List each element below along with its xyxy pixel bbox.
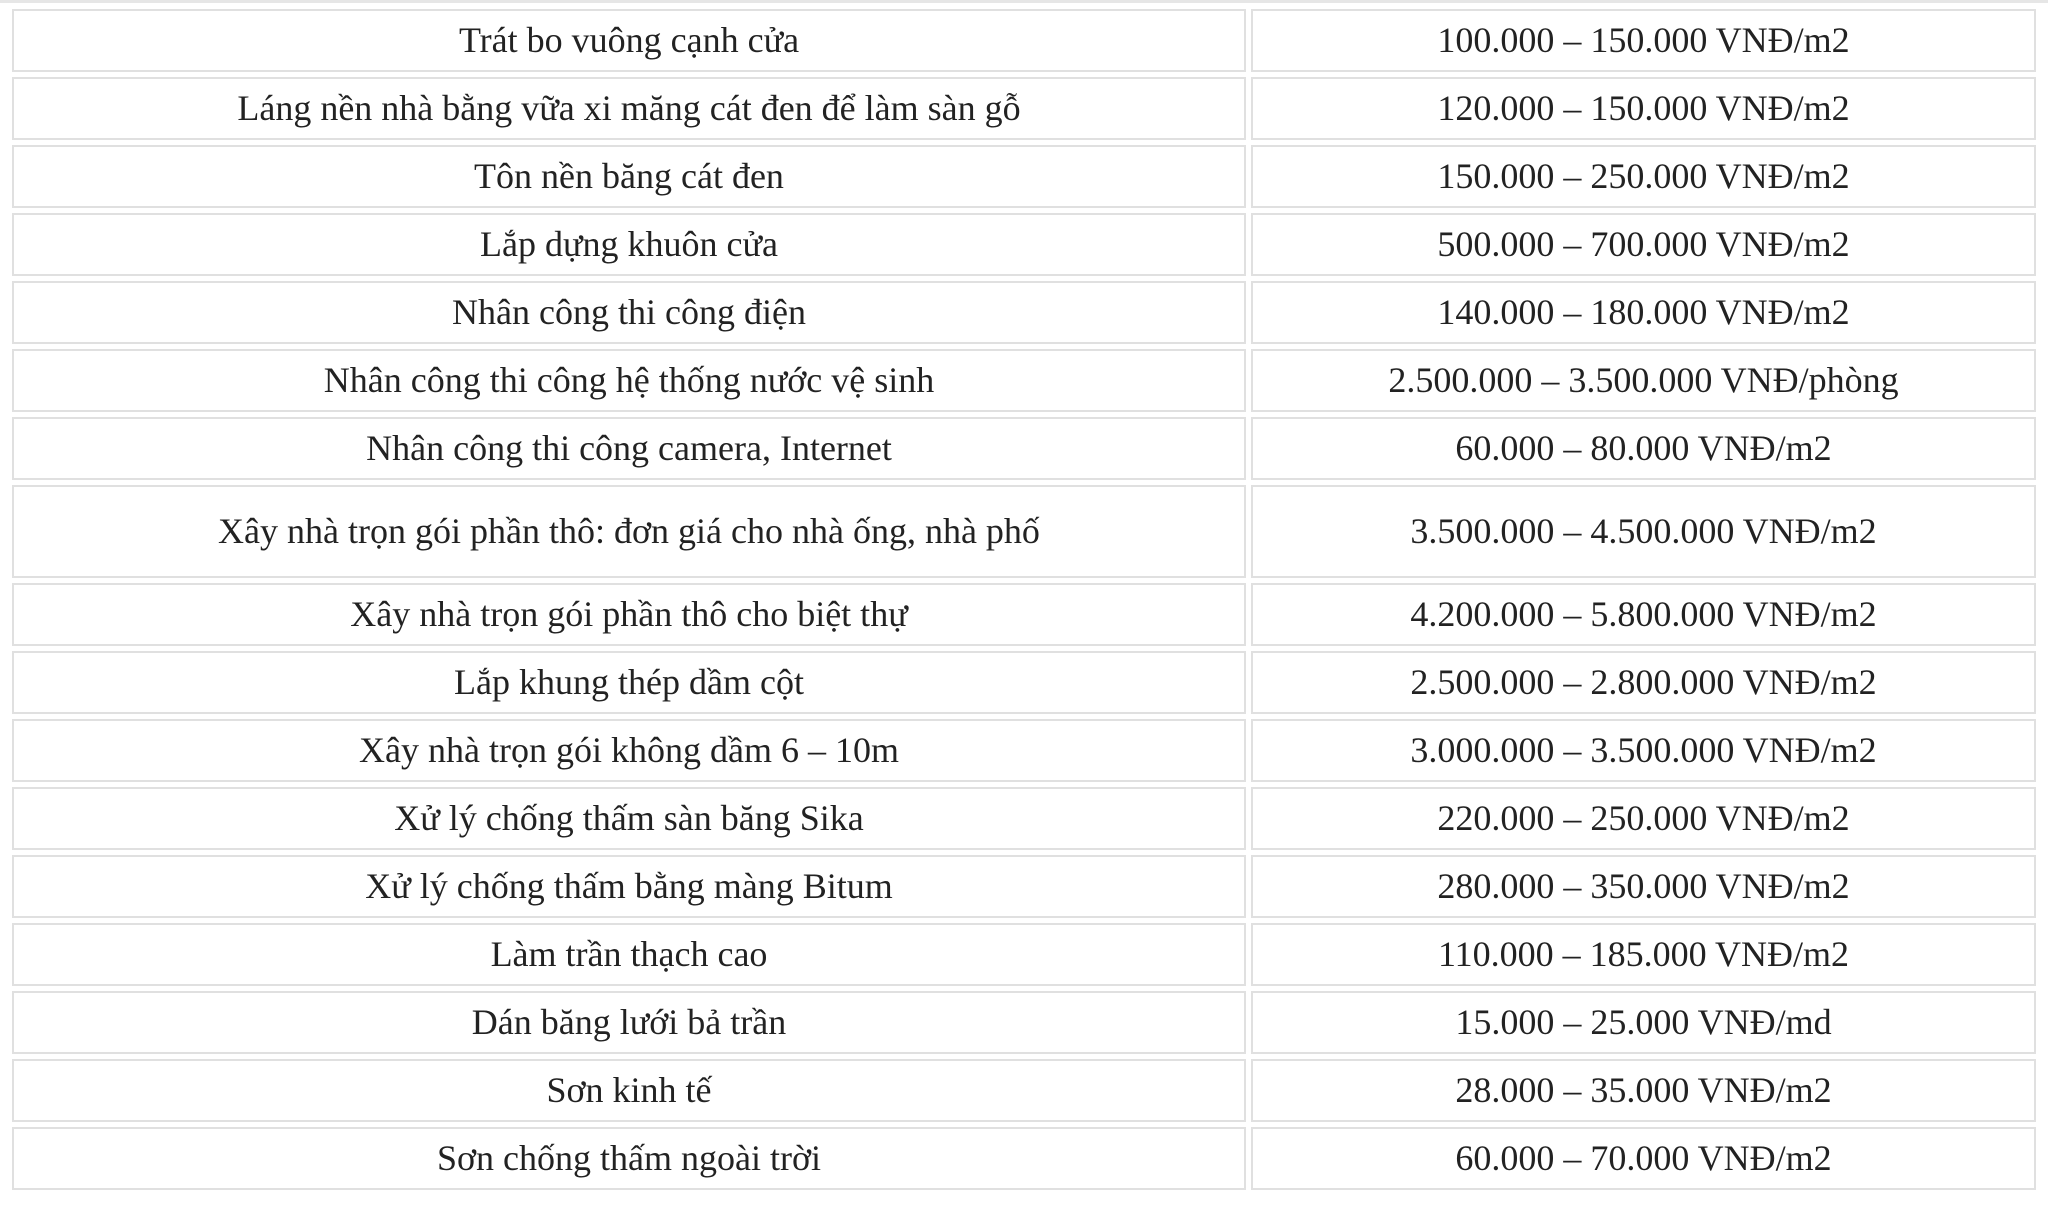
price-cell: 3.500.000 – 4.500.000 VNĐ/m2 bbox=[1251, 485, 2036, 578]
service-cell: Nhân công thi công hệ thống nước vệ sinh bbox=[12, 349, 1246, 412]
price-cell: 100.000 – 150.000 VNĐ/m2 bbox=[1251, 9, 2036, 72]
service-cell: Xây nhà trọn gói phần thô cho biệt thự bbox=[12, 583, 1246, 646]
table-row bbox=[12, 417, 2036, 480]
service-cell: Nhân công thi công camera, Internet bbox=[12, 417, 1246, 480]
price-cell: 15.000 – 25.000 VNĐ/md bbox=[1251, 991, 2036, 1054]
table-row bbox=[12, 1127, 2036, 1190]
table-row bbox=[12, 651, 2036, 714]
service-cell: Sơn chống thấm ngoài trời bbox=[12, 1127, 1246, 1190]
table-row bbox=[12, 349, 2036, 412]
price-cell: 280.000 – 350.000 VNĐ/m2 bbox=[1251, 855, 2036, 918]
service-cell: Lắp khung thép dầm cột bbox=[12, 651, 1246, 714]
price-cell: 4.200.000 – 5.800.000 VNĐ/m2 bbox=[1251, 583, 2036, 646]
price-cell: 2.500.000 – 2.800.000 VNĐ/m2 bbox=[1251, 651, 2036, 714]
price-cell: 500.000 – 700.000 VNĐ/m2 bbox=[1251, 213, 2036, 276]
table-row bbox=[12, 719, 2036, 782]
table-row bbox=[12, 213, 2036, 276]
price-cell: 3.000.000 – 3.500.000 VNĐ/m2 bbox=[1251, 719, 2036, 782]
table-row bbox=[12, 923, 2036, 986]
service-cell: Dán băng lưới bả trần bbox=[12, 991, 1246, 1054]
price-cell: 60.000 – 70.000 VNĐ/m2 bbox=[1251, 1127, 2036, 1190]
price-cell: 120.000 – 150.000 VNĐ/m2 bbox=[1251, 77, 2036, 140]
service-cell: Xử lý chống thấm bằng màng Bitum bbox=[12, 855, 1246, 918]
table-row bbox=[12, 281, 2036, 344]
service-cell: Nhân công thi công điện bbox=[12, 281, 1246, 344]
price-cell: 28.000 – 35.000 VNĐ/m2 bbox=[1251, 1059, 2036, 1122]
table-row bbox=[12, 77, 2036, 140]
price-cell: 60.000 – 80.000 VNĐ/m2 bbox=[1251, 417, 2036, 480]
table-row bbox=[12, 9, 2036, 72]
table-row bbox=[12, 787, 2036, 850]
service-cell: Lắp dựng khuôn cửa bbox=[12, 213, 1246, 276]
service-cell: Xử lý chống thấm sàn băng Sika bbox=[12, 787, 1246, 850]
table-row bbox=[12, 583, 2036, 646]
service-cell: Xây nhà trọn gói không dầm 6 – 10m bbox=[12, 719, 1246, 782]
price-cell: 110.000 – 185.000 VNĐ/m2 bbox=[1251, 923, 2036, 986]
table-row bbox=[12, 855, 2036, 918]
price-cell: 140.000 – 180.000 VNĐ/m2 bbox=[1251, 281, 2036, 344]
table-row bbox=[12, 991, 2036, 1054]
table-row bbox=[12, 1059, 2036, 1122]
service-cell: Xây nhà trọn gói phần thô: đơn giá cho nhà ống, nhà phố bbox=[12, 485, 1246, 578]
price-table bbox=[7, 4, 2041, 1195]
service-cell: Trát bo vuông cạnh cửa bbox=[12, 9, 1246, 72]
page-top-divider bbox=[0, 0, 2048, 3]
service-cell: Láng nền nhà bằng vữa xi măng cát đen để làm sàn gỗ bbox=[12, 77, 1246, 140]
table-row bbox=[12, 485, 2036, 578]
service-cell: Tôn nền băng cát đen bbox=[12, 145, 1246, 208]
price-cell: 150.000 – 250.000 VNĐ/m2 bbox=[1251, 145, 2036, 208]
service-cell: Sơn kinh tế bbox=[12, 1059, 1246, 1122]
service-cell: Làm trần thạch cao bbox=[12, 923, 1246, 986]
table-row bbox=[12, 145, 2036, 208]
price-cell: 2.500.000 – 3.500.000 VNĐ/phòng bbox=[1251, 349, 2036, 412]
price-table-body bbox=[12, 9, 2036, 1190]
price-cell: 220.000 – 250.000 VNĐ/m2 bbox=[1251, 787, 2036, 850]
